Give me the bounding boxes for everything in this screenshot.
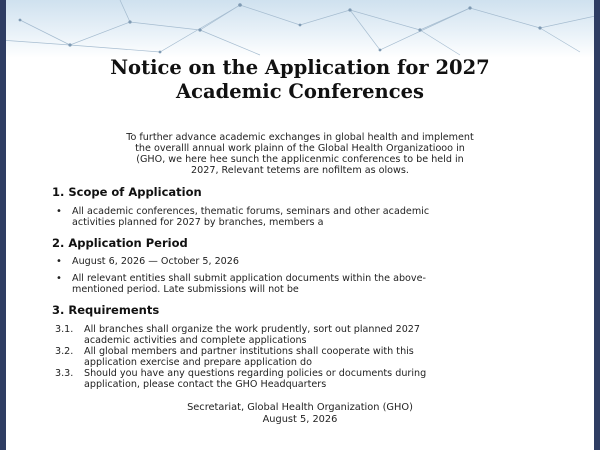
bullet-line: mentioned period. Late submissions will not be [72,284,299,295]
signature-block [100,402,500,426]
title-line-2: Academic Conferences [176,80,424,103]
bullet-dot: • [56,256,62,267]
bullet-dot: • [56,273,62,284]
bullet-line: All academic conferences, thematic forums, seminars and other academic [72,206,430,217]
bullet-line: August 6, 2026 — October 5, 2026 [72,256,239,267]
scope-bullet-text [72,206,562,228]
intro-line: To further advance academic exchanges in global health and implement [126,132,474,143]
requirement-line: All branches shall organize the work prudently, sort out planned 2027 [84,324,421,335]
intro-line: the overalll annual work plainn of the Global Health Organizatiooo in [135,143,465,154]
signature-date: August 5, 2026 [262,414,338,425]
intro-line: (GHO, we here hee sunch the applicenmic conferences to be held in [136,154,464,165]
bullet-line: activities planned for 2027 by branches, members a [72,217,324,228]
requirement-number: 3.3. [55,368,74,379]
period-dates-text [72,256,562,267]
requirement-line: academic activities and complete applications [84,335,307,346]
section-heading-scope: 1. Scope of Application [52,185,202,199]
requirement-number: 3.1. [55,324,74,335]
requirement-line: application exercise and prepare application do [84,357,313,368]
requirement-line: application, please contact the GHO Headquarters [84,379,327,390]
period-submission-text [72,273,562,295]
title-line-1: Notice on the Application for 2027 [110,56,490,79]
intro-line: 2027, Relevant tetems are nofiltem as olows. [191,165,409,176]
section-heading-requirements: 3. Requirements [52,303,160,317]
requirement-number: 3.2. [55,346,74,357]
notice-title [20,56,580,104]
intro-paragraph [60,132,540,176]
bullet-dot: • [56,206,62,217]
signature-org: Secretariat, Global Health Organization (GHO) [187,402,413,413]
requirement-text [84,368,564,390]
requirement-text [84,324,564,346]
requirement-line: All global members and partner institutions shall cooperate with this [84,346,414,357]
requirement-line: Should you have any questions regarding policies or documents during [84,368,427,379]
bullet-line: All relevant entities shall submit application documents within the above- [72,273,426,284]
requirement-text [84,346,564,368]
section-heading-period: 2. Application Period [52,236,188,250]
